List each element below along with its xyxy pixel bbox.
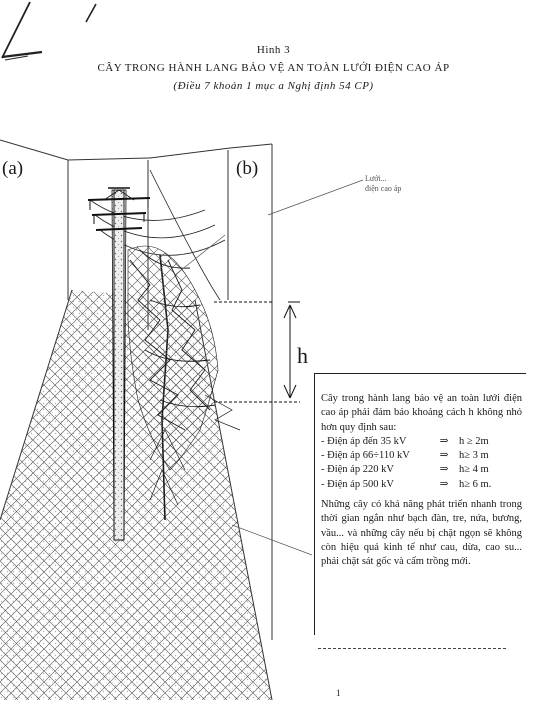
voltage-rule bbox=[321, 435, 522, 449]
voltage-rule bbox=[321, 478, 522, 492]
note-fast-growing-trees: Những cây có khả năng phát triển nhanh trong thời gian ngắn như bạch đàn, tre, nứa, bương, vầu... và những cây nếu bị chặt ngọn sẽ không còn hiệu quả kinh tế như cau, dừa, cao su... phải chặt sát gốc và cấm trồng mới. bbox=[321, 499, 522, 568]
implies-arrow: ⇒ bbox=[439, 464, 449, 476]
rule-requirement: h≥ 3 m bbox=[459, 450, 489, 462]
rule-voltage: - Điện áp đến 35 kV bbox=[321, 435, 407, 447]
rule-requirement: h ≥ 2m bbox=[459, 435, 489, 447]
height-label: h bbox=[297, 343, 308, 368]
rule-requirement: h≥ 4 m bbox=[459, 464, 489, 476]
voltage-rule bbox=[321, 463, 522, 477]
dimension-h bbox=[214, 302, 300, 402]
label-a: (a) bbox=[2, 158, 24, 179]
figure-subtitle: (Điều 7 khoản 1 mục a Nghị định 54 CP) bbox=[173, 80, 374, 92]
implies-arrow: ⇒ bbox=[439, 435, 449, 447]
callout-line: điện cao áp bbox=[365, 184, 402, 193]
label-b: (b) bbox=[236, 158, 259, 179]
implies-arrow: ⇒ bbox=[439, 478, 449, 490]
rule-requirement: h≥ 6 m. bbox=[459, 478, 492, 490]
figure-title: CÂY TRONG HÀNH LANG BẢO VỆ AN TOÀN LƯỚI ĐIỆN CAO ÁP bbox=[97, 62, 450, 74]
regulation-note bbox=[314, 373, 526, 635]
note-intro: Cây trong hành lang bảo vệ an toàn lưới điện cao áp phải đảm bảo khoảng cách h không nhỏ hơn quy định sau: bbox=[321, 393, 522, 433]
callout-line: Lưới... bbox=[365, 174, 387, 183]
voltage-rule bbox=[321, 449, 522, 463]
rule-voltage: - Điện áp 66÷110 kV bbox=[321, 450, 410, 462]
rule-voltage: - Điện áp 500 kV bbox=[321, 478, 394, 490]
callout-text bbox=[365, 174, 445, 194]
bottom-rule bbox=[318, 648, 506, 649]
implies-arrow: ⇒ bbox=[439, 450, 449, 462]
page-number: 1 bbox=[336, 688, 341, 698]
rule-voltage: - Điện áp 220 kV bbox=[321, 464, 394, 476]
figure-number: Hình 3 bbox=[256, 44, 291, 56]
